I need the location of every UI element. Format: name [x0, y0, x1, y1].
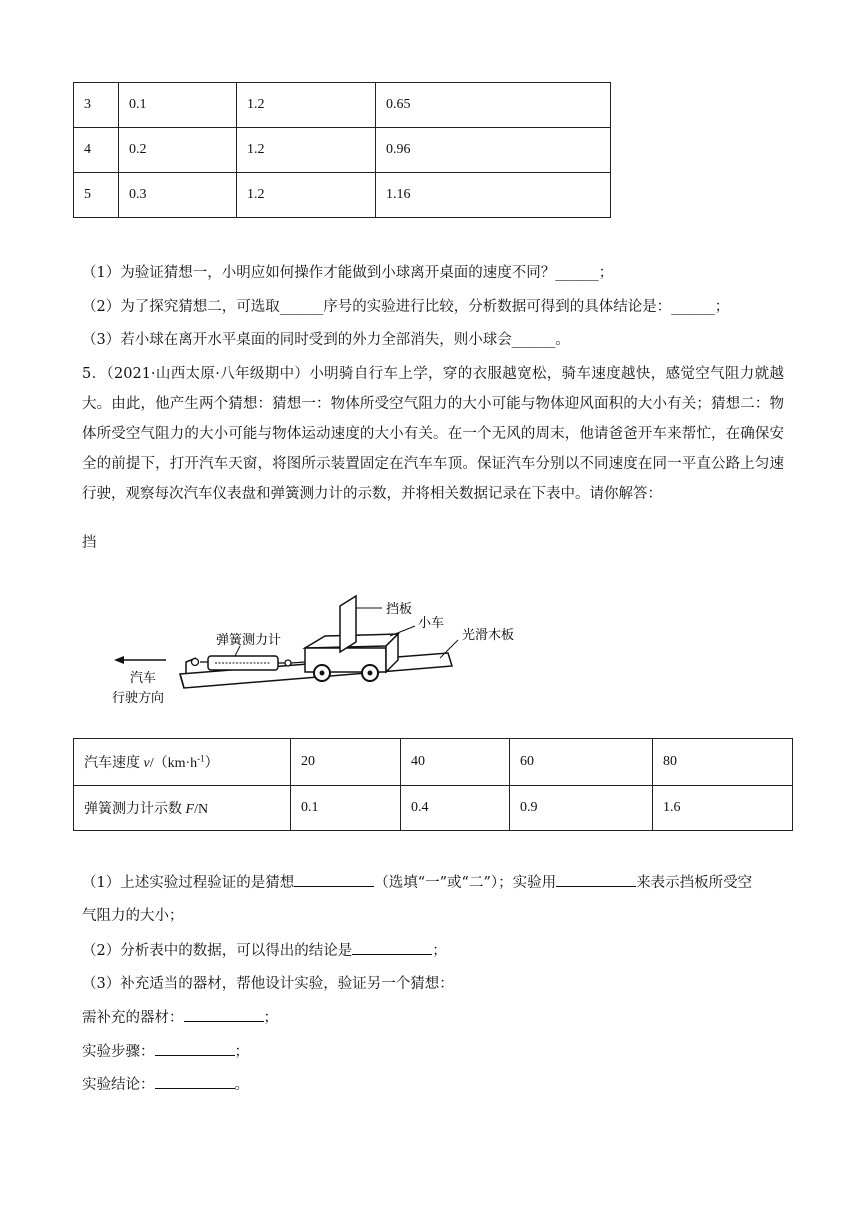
- table-cell: 60: [510, 739, 653, 786]
- table-cell: 1.2: [237, 128, 376, 173]
- table-row: [74, 128, 611, 173]
- q4-subquestion-3: （3）若小球在离开水平桌面的同时受到的外力全部消失，则小球会______。: [82, 332, 570, 348]
- q5-subquestion-1-cont: 气阻力的大小；: [82, 908, 184, 924]
- q5-intro: 5．（2021·山西太原·八年级期中）小明骑自行车上学，穿的衣服越宽松，骑车速度越快，感觉空气阻力就越大。由此，他产生两个猜想：猜想一：物体所受空气阻力的大小可能与物体迎风面积的大小有关；猜想二：物体所受空气阻力的大小可能与物体运动速度的大小有关。在一个无风的周末，他请爸爸开车来帮忙，在确保安全的前提下，打开汽车天窗，将图所示装置固定在汽车车顶。保证汽车分别以不同速度在同一平直公路上匀速行驶，观察每次汽车仪表盘和弹簧测力计的示数，并将相关数据记录在下表中。请你解答：: [82, 366, 784, 502]
- table-cell: 0.3: [119, 173, 237, 218]
- table-row: [74, 786, 793, 831]
- answer-blank[interactable]: [155, 1041, 235, 1056]
- table-cell: 0.1: [119, 83, 237, 128]
- q5-steps-line: 实验步骤： ；: [82, 1041, 249, 1063]
- q4-subquestion-1: （1）为验证猜想一，小明应如何操作才能做到小球离开桌面的速度不同？______；: [82, 265, 614, 281]
- q5-subquestion-3: （3）补充适当的器材，帮他设计实验，验证另一个猜想：: [82, 976, 454, 992]
- table-cell: 3: [74, 83, 119, 128]
- q5-subquestion-1: （1）上述实验过程验证的是猜想 （选填“一”或“二”）；实验用 来表示挡板所受空: [82, 872, 752, 894]
- table-cell: 0.1: [291, 786, 401, 831]
- force-row-label: 弹簧测力计示数 F/N: [74, 786, 291, 831]
- table-cell: 4: [74, 128, 119, 173]
- table-cell: 80: [653, 739, 793, 786]
- q5-equipment-line: 需补充的器材： ；: [82, 1007, 278, 1029]
- q4-subquestion-2: （2）为了探究猜想二，可选取______序号的实验进行比较，分析数据可得到的具体结论是：______；: [82, 299, 730, 315]
- data-table-speed-force: [73, 738, 793, 831]
- table-cell: 20: [291, 739, 401, 786]
- label-direction-1: 汽车: [130, 671, 157, 686]
- answer-blank[interactable]: [294, 872, 374, 887]
- table-cell: 1.6: [653, 786, 793, 831]
- table-cell: 1.16: [376, 173, 611, 218]
- data-table-top: [73, 82, 611, 218]
- table-cell: 0.2: [119, 128, 237, 173]
- label-smooth-board: 光滑木板: [462, 628, 515, 643]
- table-cell: 1.2: [237, 83, 376, 128]
- answer-blank[interactable]: [184, 1007, 264, 1022]
- table-cell: 40: [401, 739, 510, 786]
- label-spring-scale: 弹簧测力计: [216, 633, 282, 648]
- speed-row-label: 汽车速度 $v/(km\cdot h^{-1})$: [74, 739, 291, 786]
- apparatus-figure: [100, 578, 540, 718]
- answer-blank[interactable]: [155, 1074, 235, 1089]
- table-row: [74, 83, 611, 128]
- label-direction-2: 行驶方向: [112, 691, 165, 706]
- label-cart: 小车: [418, 616, 445, 631]
- table-row: [74, 739, 793, 786]
- table-cell: 0.96: [376, 128, 611, 173]
- table-cell: 0.9: [510, 786, 653, 831]
- q5-intro-tail: 挡: [82, 535, 97, 551]
- label-baffle: 挡板: [386, 602, 413, 617]
- table-row: [74, 173, 611, 218]
- table-cell: 0.65: [376, 83, 611, 128]
- baffle-plate: [340, 596, 356, 652]
- answer-blank[interactable]: [352, 940, 432, 955]
- q5-conclusion-line: 实验结论： 。: [82, 1074, 249, 1096]
- q5-subquestion-2: （2）分析表中的数据，可以得出的结论是 ；: [82, 940, 447, 962]
- table-cell: 1.2: [237, 173, 376, 218]
- table-cell: 0.4: [401, 786, 510, 831]
- table-cell: 5: [74, 173, 119, 218]
- answer-blank[interactable]: [556, 872, 636, 887]
